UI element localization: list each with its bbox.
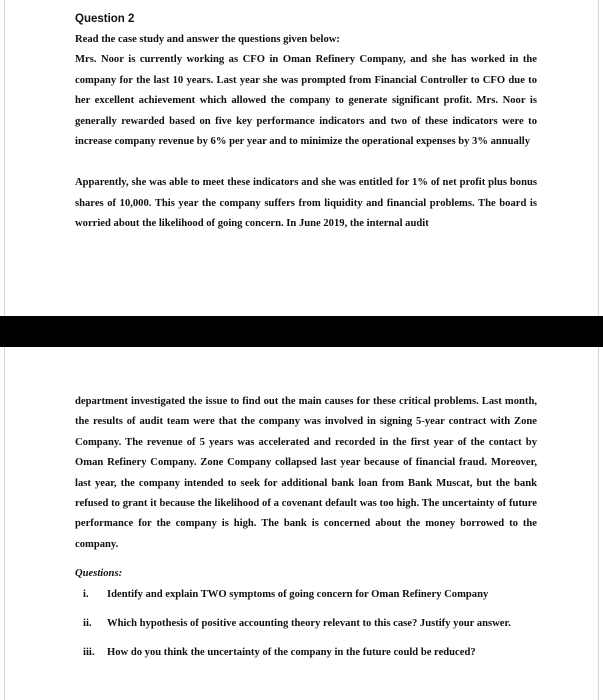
question-item-1 <box>75 585 537 605</box>
question-text: How do you think the uncertainty of the company in the future could be reduced? <box>107 647 476 659</box>
question-number: ii. <box>83 618 92 630</box>
case-paragraph-2-start: Apparently, she was able to meet these indicators and she was entitled for 1% of net profit plus bonus shares of 10,000. This year the company suffers from liquidity and financial problems. The board is worried about the likelihood of going concern. In June 2019, the internal audit <box>75 177 537 230</box>
question-text: Identify and explain TWO symptoms of going concern for Oman Refinery Company <box>107 589 489 601</box>
case-paragraph-2-continued: department investigated the issue to find out the main causes for these critical problems. Last month, the results of audit team were that the company was involved in signing 5-year contract with Zone Company. The revenue of 5 years was accelerated and recorded in the first year of the contact by Oman Refinery Company. Zone Company collapsed last year because of financial fraud. Moreover, last year, the company intended to seek for additional bank loan from Bank Muscat, but the bank refused to grant it because the likelihood of a covenant default was too high. The uncertainty of future performance for the company is high. The bank is concerned about the money borrowed to the company. <box>75 396 537 550</box>
case-paragraph-1: Mrs. Noor is currently working as CFO in Oman Refinery Company, and she has worked in the company for the last 10 years. Last year she was prompted from Financial Controller to CFO due to her excellent achievement which allowed the company to generate significant profit. Mrs. Noor is generally rewarded based on five key performance indicators and two of these indicators were to increase company revenue by 6% per year and to minimize the operational expenses by 3% annually <box>75 54 537 148</box>
questions-list <box>75 585 537 663</box>
instruction-text: Read the case study and answer the questions given below: <box>75 34 340 45</box>
question-item-3 <box>75 643 537 663</box>
question-item-2 <box>75 614 537 634</box>
page-separator-bar <box>0 316 603 347</box>
case-study-top <box>75 10 537 235</box>
document-page-top <box>4 0 599 316</box>
questions-heading: Questions: <box>75 568 123 580</box>
paragraph-gap <box>75 152 537 173</box>
question-title: Question 2 <box>75 13 135 25</box>
case-study-bottom <box>75 392 537 663</box>
question-number: iii. <box>83 647 95 659</box>
question-number: i. <box>83 589 89 601</box>
question-text: Which hypothesis of positive accounting theory relevant to this case? Justify your answer. <box>107 618 511 630</box>
document-page-bottom <box>4 347 599 700</box>
